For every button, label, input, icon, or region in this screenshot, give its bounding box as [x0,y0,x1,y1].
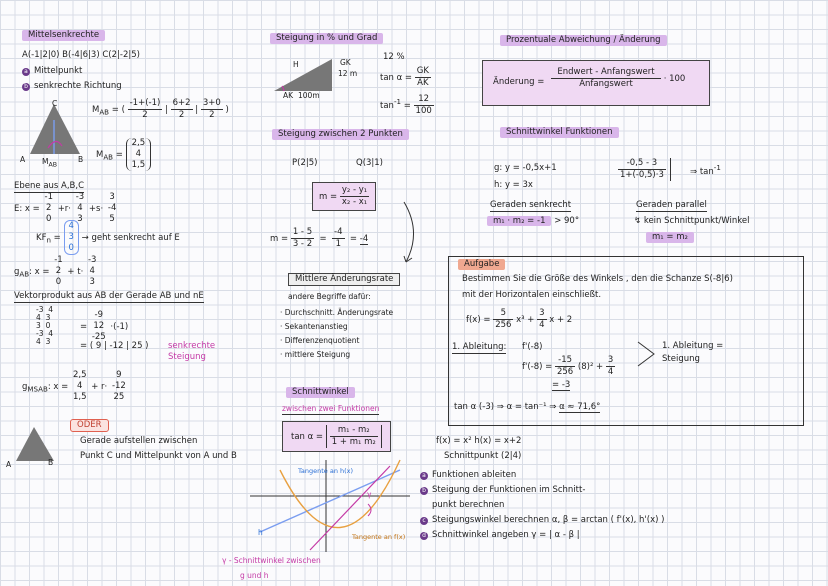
tri2-label-b: B [48,458,54,467]
title-steigung-prozent: Steigung in % und Grad [270,33,383,44]
bracket-arrow [636,340,658,370]
aenderung-box [482,60,710,106]
sub-schnittwinkel: zwischen zwei Funktionen [282,404,380,413]
vp-columns: -3 4 4 3 3 0 -3 4 4 3 [36,305,54,346]
title-steigung-punkte: Steigung zwischen 2 Punkten [272,129,409,140]
gk-value: 12 m [338,69,358,78]
list-item: a Funktionen ableiten [420,468,664,483]
ableitung-result: = -3 [552,380,571,390]
tan-inverse-arrow: ⇒ $\tan^{-1}$ [690,163,721,177]
aenderung-lhs: Änderung = [493,77,545,87]
vektorprodukt-title: Vektorprodukt aus AB der Gerade AB und nE [14,291,204,301]
ak-value: 100m [298,91,320,100]
ableitung-1: f'(-8) [522,342,543,352]
gk-label: GK [340,58,351,67]
h-label: h [258,528,263,537]
slope-calc: m = $\frac{1 - 5}{3 - 2}$ = $\frac{-4}{1}$ = -4 [270,227,369,249]
tan-result-line: tan α (-3) ⇒ α = tan⁻¹ ⇒ α ≈ 71,6° [454,402,601,412]
abl-note-1: 1. Ableitung = [662,341,724,351]
list-item: · Differenzenquotient [280,336,360,345]
tri-label-b: B [78,155,84,164]
gmsab-equation: $g_{MSAB}$: x = 2,5 4 1,5 + r· 9 -12 25 [22,370,126,402]
abl-note-2: Steigung [662,354,700,364]
step-b-icon: b [420,487,428,495]
h-equation: h: y = 3x [494,180,533,190]
par-title: Geraden parallel [636,200,707,210]
perp-title: Geraden senkrecht [490,200,572,210]
title-prozentuale-aenderung: Prozentuale Abweichung / Änderung [500,35,667,46]
tan-inverse: $\tan^{-1}$ = $\frac{12}{100}$ [380,94,432,116]
kf-line: $KF_n$ = 4 3 0 → geht senkrecht auf E [36,221,180,253]
tangent-f-label: Tangente an f(x) [352,533,406,541]
title-mittlere-aenderungsrate: Mittlere Änderungsrate [288,273,400,286]
bullet-a-icon: a [22,68,30,76]
step-d-icon: d [420,532,428,540]
list-item: d Schnittwinkel angeben γ = | α - β | [420,528,664,543]
tri-label-c: C [52,99,58,108]
ableitung-label: 1. Ableitung: [452,342,507,352]
list-item: c Steigungswinkel berechnen α, β = arctan ( f'(x), h'(x) ) [420,513,664,528]
mab-result: $M_{AB}$ = 2,5 4 1,5 [96,138,151,171]
pct-value: 12 % [383,52,405,62]
gamma-label: γ [367,490,372,499]
aufgabe-text-1: Bestimmen Sie die Größe des Winkels , den die Schanze S(-8|6) [462,274,733,284]
point-q: Q(3|1) [356,158,384,168]
fx-hx: f(x) = x² h(x) = x+2 [436,436,522,446]
tan-gk-ak: tan α = $\frac{GK}{AK}$ [380,66,429,88]
slope-formula-box: m = $\frac{\text{y₂ - y₁}}{\text{x₂ - x₁}}$ [312,182,376,211]
item-b: b senkrechte Richtung [22,81,122,92]
list-item: b Steigung der Funktionen im Schnitt- [420,483,664,498]
gab-equation: $g_{AB}$: x = -1 2 0 + t· -3 4 3 [14,255,97,287]
alt-terms-list [280,306,393,362]
tan-formula-box: tan α = $\frac{\text{m₁ - m₂}}{\text{1 + m₁ m₂}}$ [282,421,391,452]
schnittpunkt: Schnittpunkt (2|4) [444,451,522,461]
step-c-icon: c [420,517,428,525]
point-p: P(2|5) [292,158,318,168]
curly-arrow [398,198,428,268]
tri-label-m: $M_{AB}$ [42,157,58,169]
ableitung-2: f'(-8) = $\frac{-15}{256}$ (8)² + $\frac{3}{4}$ [522,355,614,377]
oder-text-1: Gerade aufstellen zwischen [80,436,198,446]
aenderung-fraction: $\frac{\text{Endwert - Anfangswert}}{\text{Anfangswert}}$ · 100 [551,67,685,90]
par-text: ↯ kein Schnittpunkt/Winkel [634,216,750,226]
aufgabe-badge: Aufgabe [458,259,505,270]
ebene-equation: E: x = -1 2 0 +r· -3 4 3 +s· 3 -4 5 [14,192,117,224]
steps-list [420,468,664,543]
tri2-label-a: A [6,460,12,469]
title-schnittwinkel-funktionen: Schnittwinkel Funktionen [500,127,619,138]
vp-tag: senkrechte Steigung [168,341,216,362]
bullet-b-icon: b [22,83,30,91]
tan-fraction: $\frac{-0,5 - 3}{1+(-0,5)\cdot 3}$ [618,158,671,181]
points: A(-1|2|0) B(-4|6|3) C(2|-2|5) [22,50,140,60]
par-equation: m₁ = m₂ [646,232,694,243]
vp-result-2: = ( 9 | -12 | 25 ) [80,341,149,351]
hyp-label: H [293,60,299,69]
caption-1: γ - Schnittwinkel zwischen [222,556,321,565]
list-item: punkt berechnen [432,500,505,510]
oder-text-2: Punkt C und Mittelpunkt von A und B [80,451,237,461]
item-a: a Mittelpunkt [22,66,82,77]
title-schnittwinkel: Schnittwinkel [286,387,355,398]
step-a-icon: a [420,472,428,480]
alt-terms-label: andere Begriffe dafür: [288,292,371,301]
caption-2: g und h [240,571,269,580]
mab-formula: $M_{AB}$ = ( $\frac{-1+(-1)}{2}$ | $\frac{6+2}{2}$ | $\frac{3+0}{2}$ ) [92,98,229,120]
oder-badge: ODER [70,419,109,432]
g-equation: g: y = -0,5x+1 [494,163,557,173]
ak-label: AK [283,91,294,100]
list-item: · Sekantenanstieg [280,322,348,331]
tri-label-a: A [20,155,26,164]
list-item: · Durchschnitt. Änderungsrate [280,308,394,317]
vp-result: = -9 12 -25 ·(-1) [80,310,129,342]
perp-equation: m₁ · m₂ = -1 > 90° [487,216,579,227]
ebene-title: Ebene aus A,B,C [14,181,85,191]
title-mittelsenkrechte: Mittelsenkrechte [22,30,105,41]
aufgabe-text-2: mit der Horizontalen einschließt. [462,290,602,300]
tangent-h-label: Tangente an h(x) [298,467,354,475]
f-of-x: f(x) = $\frac{5}{256}$ x³ + $\frac{3}{4}$ x + 2 [466,308,573,330]
list-item: · mittlere Steigung [280,350,351,359]
